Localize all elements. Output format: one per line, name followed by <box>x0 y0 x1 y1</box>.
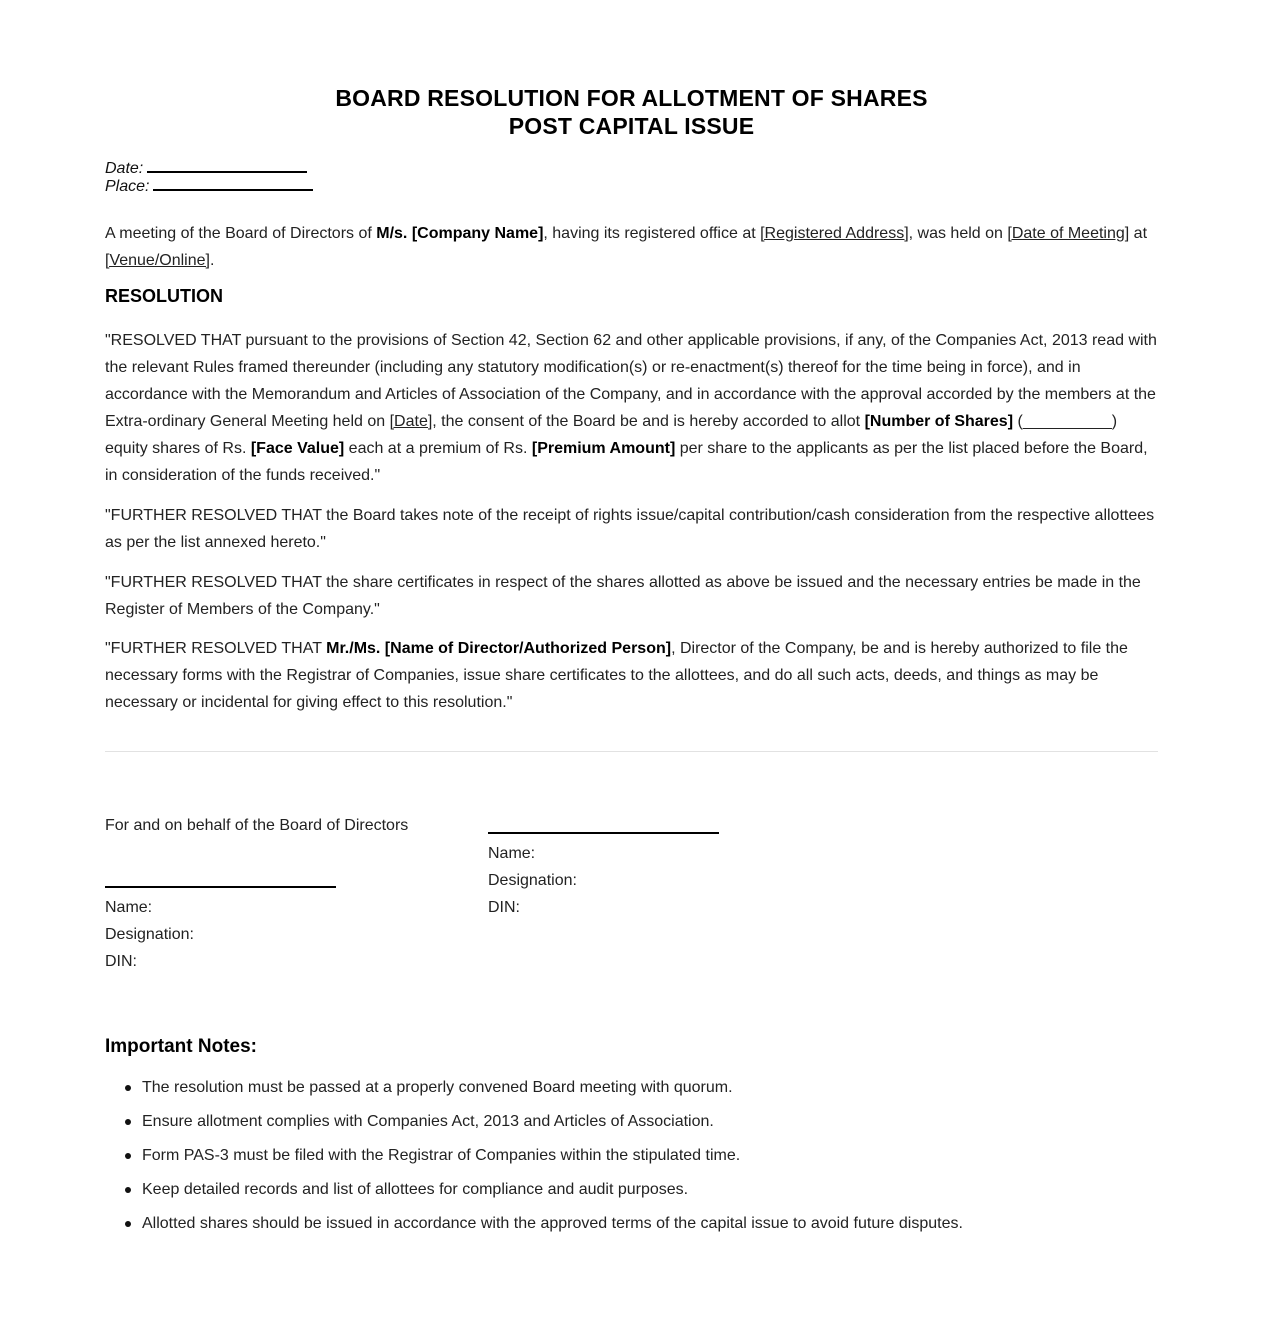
clause-text: "FURTHER RESOLVED THAT <box>105 640 327 657</box>
number-of-shares: [Number of Shares] <box>864 413 1014 430</box>
section-divider <box>105 751 1158 752</box>
on-behalf-text: For and on behalf of the Board of Directors <box>105 817 409 834</box>
shares-in-words-blank: __________ <box>1022 413 1112 430</box>
place-label: Place: <box>105 178 150 195</box>
clause-text: ( <box>1013 413 1023 430</box>
resolution-clause-3: "FURTHER RESOLVED THAT the share certificates in respect of the shares allotted as above be issued and the necessary entries be made in the Register of Members of the Company." <box>105 574 1141 618</box>
face-value: [Face Value] <box>250 440 345 457</box>
place-field <box>105 177 313 196</box>
clause-text: , the consent of the Board be and is hereby accorded to allot <box>432 413 865 430</box>
clause-text: ) equity shares of Rs. <box>105 413 1118 457</box>
bullet-icon <box>125 1187 131 1193</box>
note-text: Form PAS-3 must be filed with the Registrar of Companies within the stipulated time. <box>142 1147 741 1164</box>
bullet-icon <box>125 1085 131 1091</box>
signature-line-right <box>488 832 719 834</box>
list-item <box>105 1108 963 1142</box>
intro-paragraph <box>105 220 1160 274</box>
bullet-icon <box>125 1119 131 1125</box>
place-blank-line <box>153 177 313 191</box>
date-blank-line <box>147 159 307 173</box>
notes-heading: Important Notes: <box>105 1036 257 1057</box>
date-field <box>105 159 307 178</box>
clause-text: , Director of the Company, be and is hereby authorized to file the necessary forms with the Registrar of Companies, issue share certificates to the allottees, and do all such acts, deeds, and things as may be necessary or incidental for giving effect to this resolution." <box>105 640 1128 711</box>
list-item <box>105 1142 963 1176</box>
registered-address: [Registered Address] <box>760 225 909 242</box>
egm-date: [Date] <box>389 413 433 430</box>
clause-text: "RESOLVED THAT pursuant to the provisions of Section 42, Section 62 and other applicable provisions, if any, of the Companies Act, 2013 read with the relevant Rules framed thereunder (including any statutory modification(s) or re-enactment(s) thereof for the time being in force), and in accordance with the Memorandum and Articles of Association of the Company, and in accordance with the approval accorded by the members at the Extra-ordinary General Meeting held on <box>105 332 1157 430</box>
intro-text: , having its registered office at <box>543 225 761 242</box>
company-name: M/s. [Company Name] <box>376 225 544 242</box>
note-text: Ensure allotment complies with Companies Act, 2013 and Articles of Association. <box>142 1113 714 1130</box>
signatory-right-name-label: Name: <box>488 845 536 862</box>
meeting-date: [Date of Meeting] <box>1007 225 1130 242</box>
note-text: Allotted shares should be issued in accordance with the approved terms of the capital issue to avoid future disputes. <box>142 1215 963 1232</box>
signatory-right-designation-label: Designation: <box>488 872 577 889</box>
date-label: Date: <box>105 160 144 177</box>
clause-text: per share to the applicants as per the list placed before the Board, in consideration of the funds received." <box>105 440 1148 484</box>
signatory-left-designation-label: Designation: <box>105 926 194 943</box>
meeting-venue: [Venue/Online] <box>105 252 210 269</box>
signatory-right-din-label: DIN: <box>488 899 520 916</box>
list-item <box>105 1176 963 1210</box>
note-text: Keep detailed records and list of allottees for compliance and audit purposes. <box>142 1181 689 1198</box>
resolution-heading: RESOLUTION <box>105 286 224 306</box>
document-title-line1: BOARD RESOLUTION FOR ALLOTMENT OF SHARES <box>335 85 928 111</box>
list-item <box>105 1210 963 1244</box>
intro-text: at <box>1129 225 1148 242</box>
signatory-left-name-label: Name: <box>105 899 153 916</box>
notes-list <box>105 1074 963 1244</box>
clause-text: each at a premium of Rs. <box>344 440 532 457</box>
bullet-icon <box>125 1221 131 1227</box>
note-text: The resolution must be passed at a properly convened Board meeting with quorum. <box>142 1079 733 1096</box>
bullet-icon <box>125 1153 131 1159</box>
intro-text: A meeting of the Board of Directors of <box>105 225 377 242</box>
intro-text: . <box>209 252 215 269</box>
resolution-clause-4 <box>105 635 1160 716</box>
resolution-clause-1 <box>105 327 1160 489</box>
authorized-person: Mr./Ms. [Name of Director/Authorized Person] <box>326 640 672 657</box>
resolution-clause-2: "FURTHER RESOLVED THAT the Board takes note of the receipt of rights issue/capital contribution/cash consideration from the respective allottees as per the list annexed hereto." <box>105 507 1155 551</box>
document-title-line2: POST CAPITAL ISSUE <box>508 113 755 139</box>
signature-line-left <box>105 886 336 888</box>
signatory-left-din-label: DIN: <box>105 953 137 970</box>
intro-text: , was held on <box>908 225 1008 242</box>
list-item <box>105 1074 963 1108</box>
premium-amount: [Premium Amount] <box>531 440 676 457</box>
